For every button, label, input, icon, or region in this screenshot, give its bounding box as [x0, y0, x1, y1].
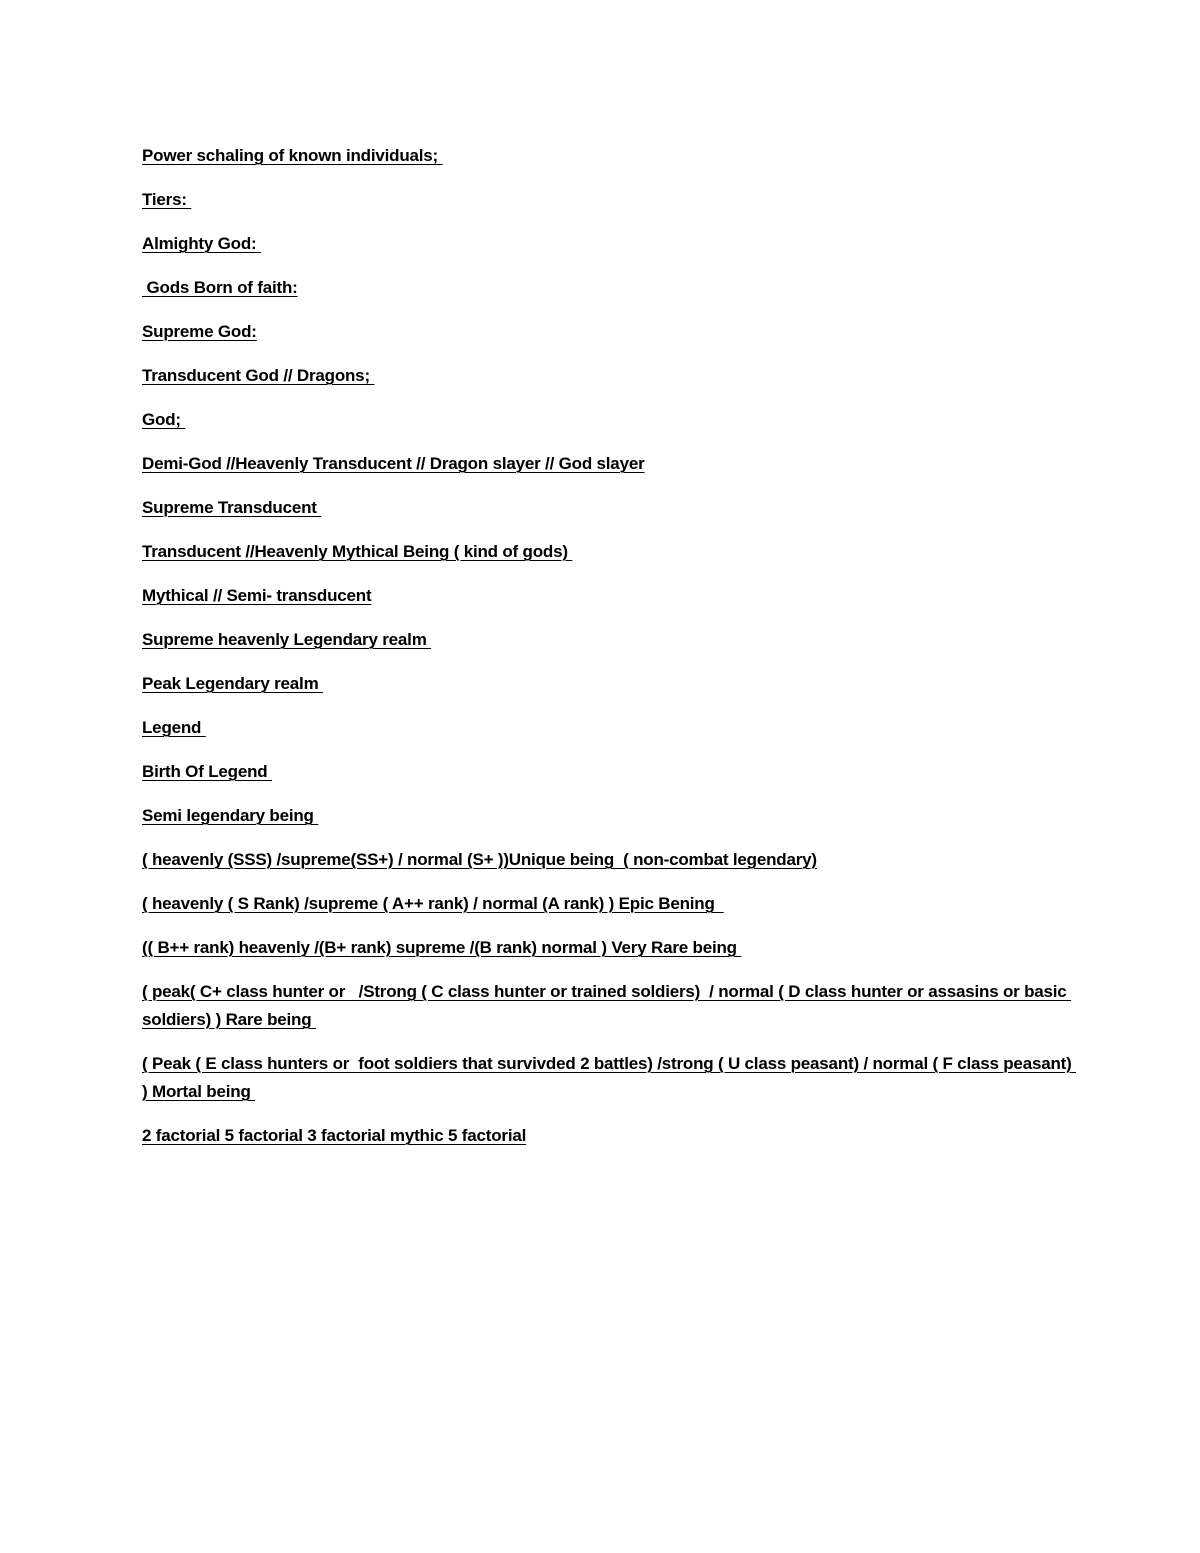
- tier-line: Semi legendary being: [142, 806, 319, 825]
- tier-line: Legend: [142, 718, 206, 737]
- tier-line: Almighty God:: [142, 234, 262, 253]
- tier-line: Gods Born of faith:: [142, 278, 298, 297]
- tier-line: God;: [142, 410, 186, 429]
- closing-line: 2 factorial 5 factorial 3 factorial mythic 5 factorial: [142, 1126, 527, 1145]
- tier-line: ( Peak ( E class hunters or foot soldiers that survivded 2 battles) /strong ( U class peasant) / normal ( F class peasant) ) Mortal being: [142, 1054, 1077, 1101]
- tier-line: ( peak( C+ class hunter or /Strong ( C class hunter or trained soldiers) / normal ( D class hunter or assasins or basic soldiers) ) Rare being: [142, 982, 1072, 1029]
- tiers-heading: Tiers:: [142, 190, 192, 209]
- tier-line: Supreme Transducent: [142, 498, 322, 517]
- tier-line: Supreme God:: [142, 322, 257, 341]
- tier-line: (( B++ rank) heavenly /(B+ rank) supreme /(B rank) normal ) Very Rare being: [142, 938, 742, 957]
- document-body: [142, 142, 1077, 1166]
- document-title: Power schaling of known individuals;: [142, 146, 443, 165]
- tier-line: Mythical // Semi- transducent: [142, 586, 372, 605]
- tier-line: Birth Of Legend: [142, 762, 272, 781]
- tier-line: Supreme heavenly Legendary realm: [142, 630, 432, 649]
- tier-line: Transducent God // Dragons;: [142, 366, 375, 385]
- tier-line: Transducent //Heavenly Mythical Being ( kind of gods): [142, 542, 573, 561]
- tier-line: ( heavenly ( S Rank) /supreme ( A++ rank) / normal (A rank) ) Epic Bening: [142, 894, 724, 913]
- tier-line: Demi-God //Heavenly Transducent // Dragon slayer // God slayer: [142, 454, 645, 473]
- tier-line: Peak Legendary realm: [142, 674, 324, 693]
- tier-line: ( heavenly (SSS) /supreme(SS+) / normal (S+ ))Unique being ( non-combat legendary): [142, 850, 817, 869]
